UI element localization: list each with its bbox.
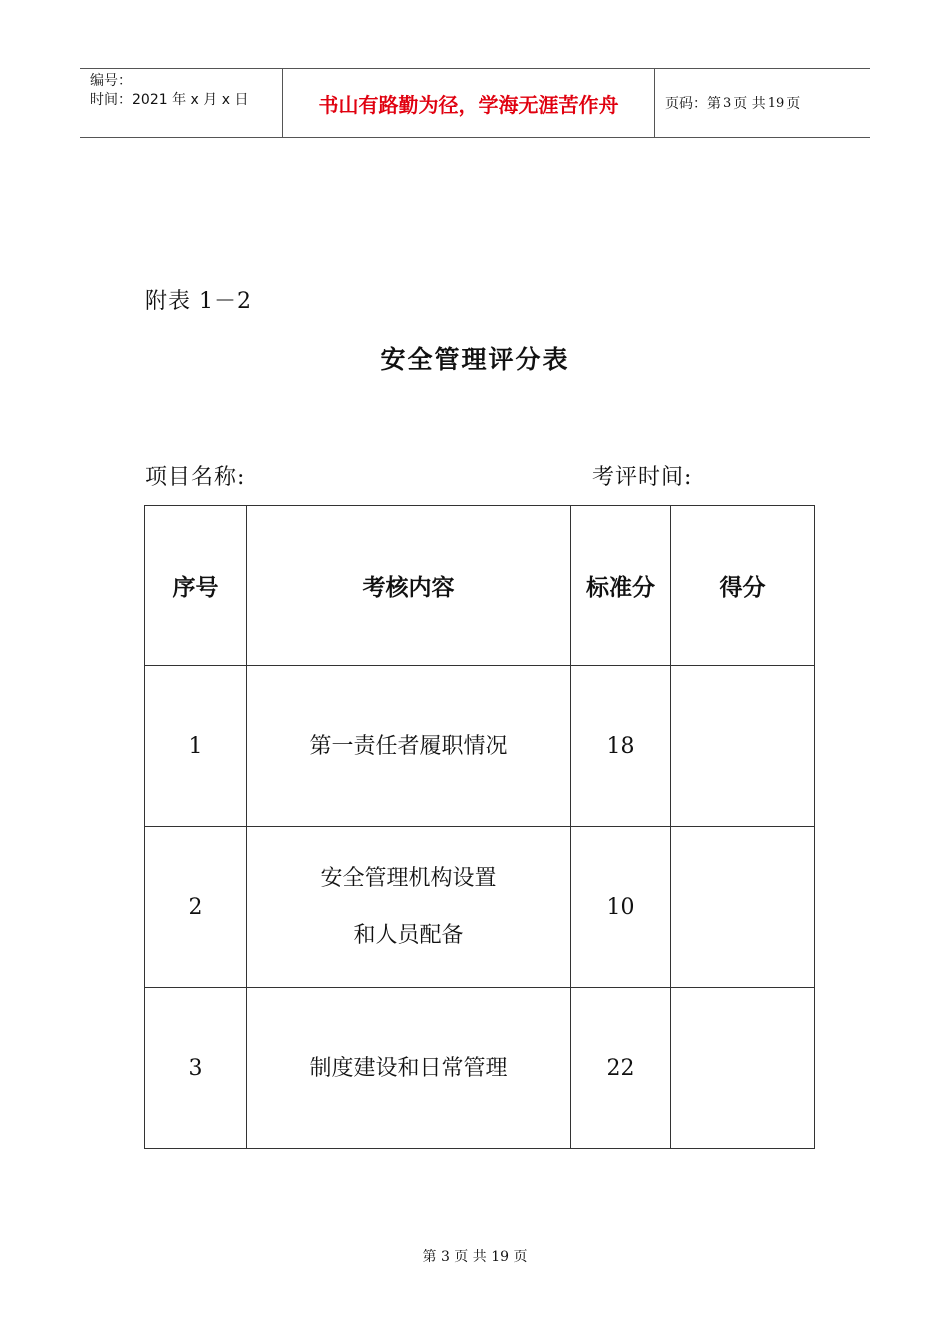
row-standard-score: 10 [571,827,671,988]
row-score-cell[interactable] [671,827,815,988]
row-seq: 2 [145,827,247,988]
row-content [247,827,571,988]
table-row [145,988,815,1149]
table-row [145,827,815,988]
header-seq: 序号 [145,506,247,666]
table-header-row [145,506,815,666]
header-page-suffix: 页 [786,96,801,112]
row-content-line: 和人员配备 [353,923,464,948]
project-name-label: 项目名称: [145,465,246,490]
header-motto: 书山有路勤为径，学海无涯苦作舟 [282,69,655,137]
page-footer: 第 3 页 共 19 页 [422,1249,528,1265]
row-content-line: 第一责任者履职情况 [309,733,508,759]
header-page-prefix: 页码：第 [665,96,721,112]
header-page-info [655,69,870,137]
row-standard-score: 18 [571,666,671,827]
row-seq: 1 [145,666,247,827]
row-content [247,988,571,1149]
row-score-cell[interactable] [671,988,815,1149]
header-score: 得分 [671,506,815,666]
page-header [80,68,870,138]
row-score-cell[interactable] [671,666,815,827]
row-seq: 3 [145,988,247,1149]
header-number-label: 编号： [90,73,132,89]
document-title: 安全管理评分表 [380,345,570,374]
appendix-label: 附表 1－2 [145,289,252,314]
header-page-mid: 页 共 [733,96,766,112]
header-page-current: 3 [723,95,732,111]
row-content-line: 安全管理机构设置 [320,866,497,891]
header-meta [80,69,282,137]
row-content [247,666,571,827]
header-standard-score: 标准分 [571,506,671,666]
safety-score-table [144,505,815,1149]
table-row [145,666,815,827]
row-standard-score: 22 [571,988,671,1149]
header-content: 考核内容 [247,506,571,666]
row-content-line: 制度建设和日常管理 [309,1055,508,1081]
evaluation-time-label: 考评时间: [592,465,693,490]
header-page-total: 19 [767,95,785,111]
header-time-label: 时间：2021 年 x 月 x 日 [90,92,249,108]
